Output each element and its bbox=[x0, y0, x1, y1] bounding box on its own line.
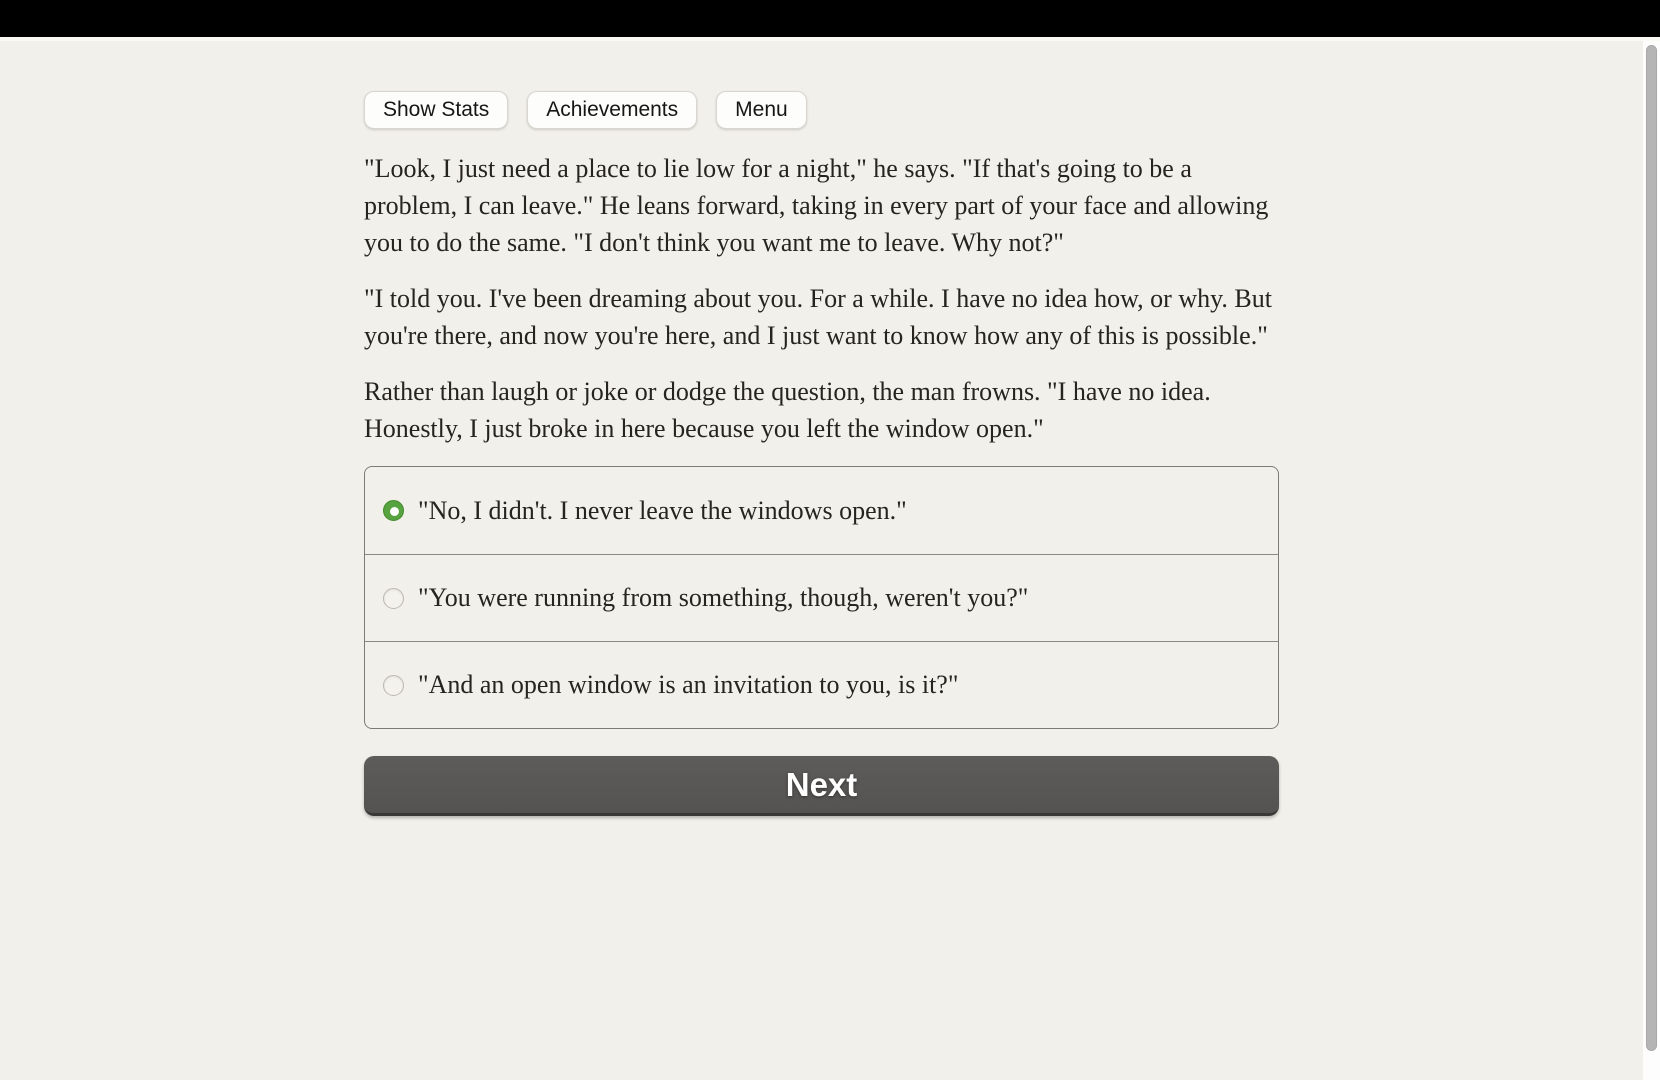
story-paragraph: "I told you. I've been dreaming about you. For a while. I have no idea how, or why. But you're there, and now you're here, and I just want to know how any of this is possible." bbox=[364, 284, 1272, 350]
top-bar-highlight-strip bbox=[0, 37, 1660, 41]
toolbar bbox=[364, 91, 1279, 129]
show-stats-button[interactable]: Show Stats bbox=[364, 91, 508, 129]
content-column bbox=[364, 41, 1279, 1080]
menu-button[interactable]: Menu bbox=[716, 91, 807, 129]
choice-option-label: "You were running from something, though, weren't you?" bbox=[418, 583, 1029, 612]
story-paragraph: "Look, I just need a place to lie low for a night," he says. "If that's going to be a problem, I can leave." He leans forward, taking in every part of your face and allowing you to do the same. "I don't think you want me to leave. Why not?" bbox=[364, 154, 1269, 257]
scrollbar-thumb[interactable] bbox=[1646, 45, 1657, 1051]
choice-option-3[interactable] bbox=[365, 641, 1278, 728]
choice-option-2[interactable] bbox=[365, 554, 1278, 641]
radio-unselected-icon[interactable] bbox=[383, 588, 404, 609]
story-paragraph: Rather than laugh or joke or dodge the question, the man frowns. "I have no idea. Honestly, I just broke in here because you left the window open." bbox=[364, 377, 1211, 443]
choice-option-label: "And an open window is an invitation to you, is it?" bbox=[418, 670, 959, 699]
story-text bbox=[364, 150, 1279, 447]
choice-option-label: "No, I didn't. I never leave the windows open." bbox=[418, 495, 907, 525]
radio-selected-icon[interactable] bbox=[383, 500, 404, 521]
achievements-button[interactable]: Achievements bbox=[527, 91, 697, 129]
game-page bbox=[0, 41, 1643, 1080]
choice-option-1[interactable] bbox=[365, 467, 1278, 554]
radio-unselected-icon[interactable] bbox=[383, 675, 404, 696]
next-button[interactable]: Next bbox=[364, 756, 1279, 816]
top-black-bar bbox=[0, 0, 1660, 37]
choice-group bbox=[364, 466, 1279, 729]
scrollbar-track[interactable] bbox=[1643, 39, 1660, 1080]
